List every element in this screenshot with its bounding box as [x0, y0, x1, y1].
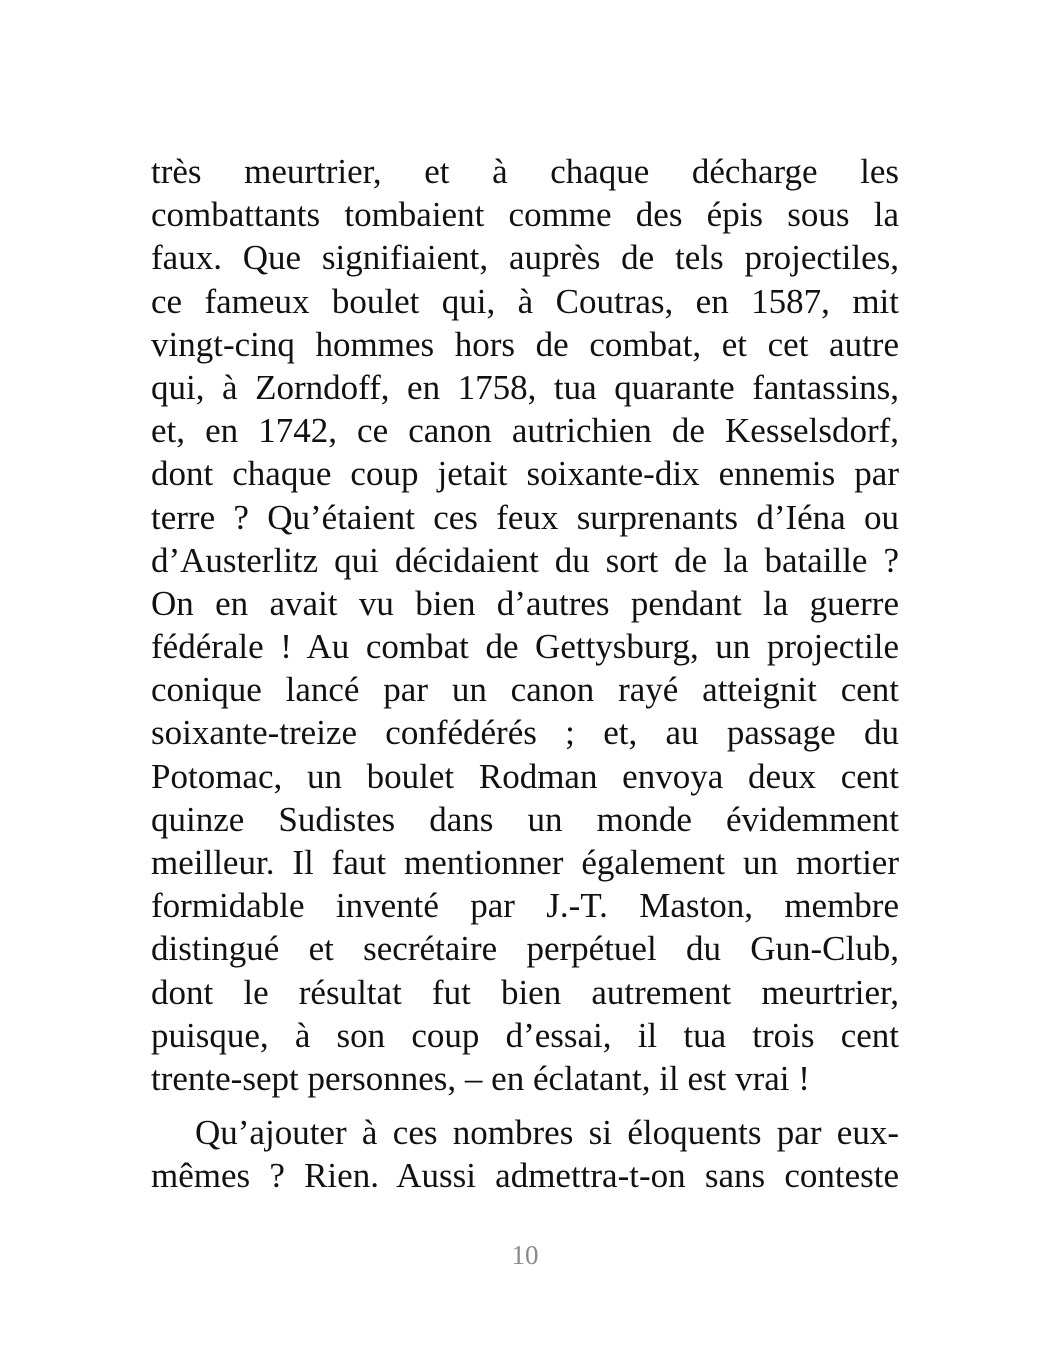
text-line: terre ? Qu’étaient ces feux surprenants d’Iéna ou	[151, 497, 899, 537]
paragraph-2	[151, 1111, 899, 1197]
text-line: On en avait vu bien d’autres pendant la guerre	[151, 583, 899, 623]
text-line: qui, à Zorndoff, en 1758, tua quarante fantassins,	[151, 367, 899, 407]
text-line: dont chaque coup jetait soixante-dix ennemis par	[151, 454, 899, 494]
text-line: mêmes ? Rien. Aussi admettra-t-on sans conteste	[151, 1156, 899, 1196]
text-line: distingué et secrétaire perpétuel du Gun-Club,	[151, 929, 899, 969]
text-line: meilleur. Il faut mentionner également un mortier	[151, 843, 899, 882]
page-number: 10	[511, 1240, 539, 1270]
text-line: d’Austerlitz qui décidaient du sort de la bataille ?	[151, 540, 899, 580]
body-text	[151, 150, 899, 1198]
text-line: vingt-cinq hommes hors de combat, et cet autre	[151, 324, 899, 364]
text-line: quinze Sudistes dans un monde évidemment	[151, 799, 899, 839]
paragraph-1	[151, 150, 899, 1100]
text-line: dont le résultat fut bien autrement meurtrier,	[151, 972, 899, 1012]
text-line: formidable inventé par J.-T. Maston, membre	[151, 886, 899, 926]
text-line: très meurtrier, et à chaque décharge les	[151, 152, 899, 191]
paragraph-gap	[151, 1100, 899, 1111]
text-line: soixante-treize confédérés ; et, au passage du	[151, 713, 899, 753]
text-line: conique lancé par un canon rayé atteignit cent	[151, 670, 899, 710]
text-line: faux. Que signifiaient, auprès de tels projectiles,	[151, 238, 899, 278]
text-line: puisque, à son coup d’essai, il tua trois cent	[151, 1015, 899, 1055]
text-line: combattants tombaient comme des épis sous la	[151, 195, 899, 235]
text-line: fédérale ! Au combat de Gettysburg, un projectile	[151, 627, 899, 667]
text-line: ce fameux boulet qui, à Coutras, en 1587, mit	[151, 281, 899, 321]
text-line: Potomac, un boulet Rodman envoya deux cent	[151, 756, 899, 796]
text-line: et, en 1742, ce canon autrichien de Kesselsdorf,	[151, 411, 899, 451]
text-line: trente-sept personnes, – en éclatant, il est vrai !	[151, 1058, 810, 1098]
text-line: Qu’ajouter à ces nombres si éloquents par eux-	[195, 1113, 899, 1153]
